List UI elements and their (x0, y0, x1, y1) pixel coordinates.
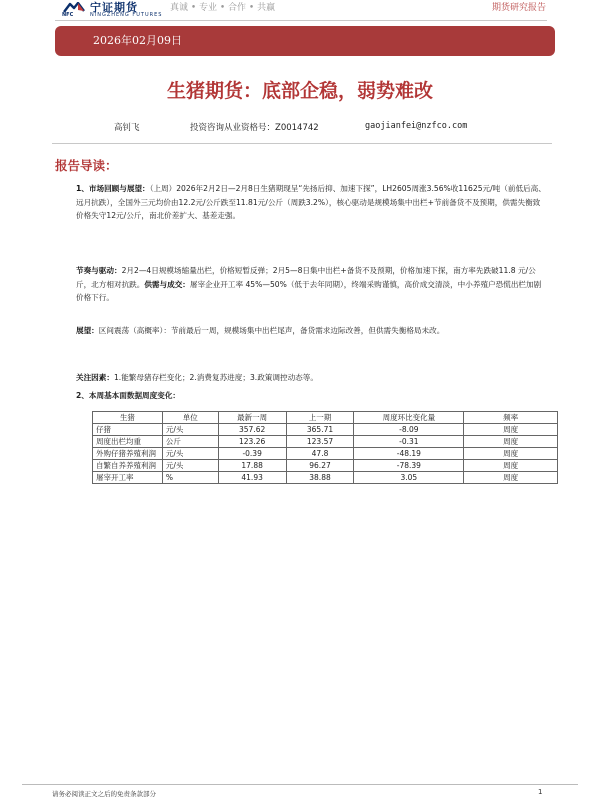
slogan: 真诚 • 专业 • 合作 • 共赢 (170, 3, 276, 13)
rhythm-lead: 节奏与驱动： (76, 266, 122, 275)
col-header: 生猪 (93, 412, 163, 424)
table-cell: 周度 (464, 460, 558, 472)
table-cell: -0.31 (354, 436, 464, 448)
focus-text: 1.能繁母猪存栏变化；2.消费复苏进度；3.政策调控动态等。 (113, 373, 318, 382)
outlook-paragraph (76, 324, 546, 338)
supply-demand-text: 屠宰企业开工率 45%—50%（低于去年同期），终端采购谨慎，高价成交清淡，中小养殖户恐慌出栏加剧价格下行。 (76, 279, 542, 302)
table-cell: 外购仔猪养殖利润 (93, 448, 163, 460)
footer-divider (22, 784, 578, 785)
rhythm-paragraph (76, 264, 546, 305)
table-cell: 357.62 (218, 424, 286, 436)
outlook-lead: 展望： (76, 326, 99, 335)
table-cell: 元/头 (162, 448, 218, 460)
table-cell: 38.88 (286, 472, 354, 484)
table-header-row (93, 412, 558, 424)
table-cell: 41.93 (218, 472, 286, 484)
table-cell: 3.05 (354, 472, 464, 484)
author-row (0, 121, 600, 133)
market-review-paragraph (76, 182, 546, 223)
report-title: 生猪期货：底部企稳，弱势难改 (166, 80, 433, 102)
table-cell: 周度 (464, 424, 558, 436)
footer-disclaimer: 请务必阅读正文之后的免责条款部分 (52, 790, 156, 798)
focus-lead: 关注因素： (76, 373, 114, 382)
table-cell: 123.57 (286, 436, 354, 448)
table-cell: 周度 (464, 472, 558, 484)
table-cell: 周度 (464, 436, 558, 448)
table-cell: 周度 (464, 448, 558, 460)
logo-en: NINGZHENG FUTURES (90, 12, 163, 18)
table-cell: 屠宰开工率 (93, 472, 163, 484)
weekly-data-table (92, 411, 558, 484)
table-cell: 96.27 (286, 460, 354, 472)
logo-cn: 宁证期货 (90, 1, 138, 14)
section-heading: 报告导读： (55, 158, 118, 173)
table-row (93, 472, 558, 484)
table-cell: 公斤 (162, 436, 218, 448)
market-review-text: （上周）2026年2月2日—2月8日生猪期现呈“先扬后抑、加速下探”，LH2605周涨3.56%收11625元/吨（前低后高、远月抗跌），全国外三元均价由12.2元/公斤跌至11.81元/公斤（周跌3.2%），核心驱动是规模场集中出栏+节前备货不及预期，供需失衡致价格失守12元/公斤，南北价差扩大、基差走强。 (76, 184, 546, 220)
market-review-lead: 1、市场回顾与展望： (76, 184, 150, 193)
table-cell: 周度出栏均重 (93, 436, 163, 448)
outlook-text: 区间震荡（高概率）：节前最后一周，规模场集中出栏尾声，备货需求边际改善，但供需失衡格局未改。 (98, 326, 445, 335)
author-divider (52, 143, 552, 144)
author-email[interactable]: gaojianfei@nzfco.com (365, 121, 468, 131)
table-cell: % (162, 472, 218, 484)
table-cell: 17.88 (218, 460, 286, 472)
report-date: 2026年02月09日 (93, 34, 182, 47)
table-cell: -48.19 (354, 448, 464, 460)
rhythm-text: 2月2—4日规模场缩量出栏，价格短暂反弹；2月5—8日集中出栏+备货不及预期，价格加速下探，南方率先跌破11.8 元/公斤，北方相对抗跌。 (76, 266, 536, 289)
table-row (93, 436, 558, 448)
supply-demand-lead: 供需与成交： (144, 279, 190, 289)
table-cell: -0.39 (218, 448, 286, 460)
table-cell: 365.71 (286, 424, 354, 436)
table-cell: 123.26 (218, 436, 286, 448)
col-header: 上一期 (286, 412, 354, 424)
table-cell: 元/头 (162, 424, 218, 436)
table-heading: 2、本周基本面数据周度变化： (76, 391, 181, 400)
table-cell: 自繁自养养殖利润 (93, 460, 163, 472)
col-header: 最新一周 (218, 412, 286, 424)
table-cell: -78.39 (354, 460, 464, 472)
date-banner (55, 26, 555, 56)
table-cell: -8.09 (354, 424, 464, 436)
report-type: 期货研究报告 (491, 3, 546, 13)
col-header: 频率 (464, 412, 558, 424)
page-number: 1 (538, 788, 543, 796)
logo-abbr: NFC (62, 12, 74, 18)
col-header: 单位 (162, 412, 218, 424)
header-divider (55, 20, 547, 21)
author-name: 高钊飞 (114, 123, 140, 133)
table-cell: 47.8 (286, 448, 354, 460)
author-license: 投资咨询从业资格号：Z0014742 (190, 123, 319, 133)
page-header (0, 0, 600, 20)
table-row (93, 460, 558, 472)
table-cell: 元/头 (162, 460, 218, 472)
table-cell: 仔猪 (93, 424, 163, 436)
focus-paragraph (76, 371, 546, 385)
col-header: 周度环比变化量 (354, 412, 464, 424)
table-row (93, 448, 558, 460)
company-logo (62, 2, 174, 18)
table-row (93, 424, 558, 436)
